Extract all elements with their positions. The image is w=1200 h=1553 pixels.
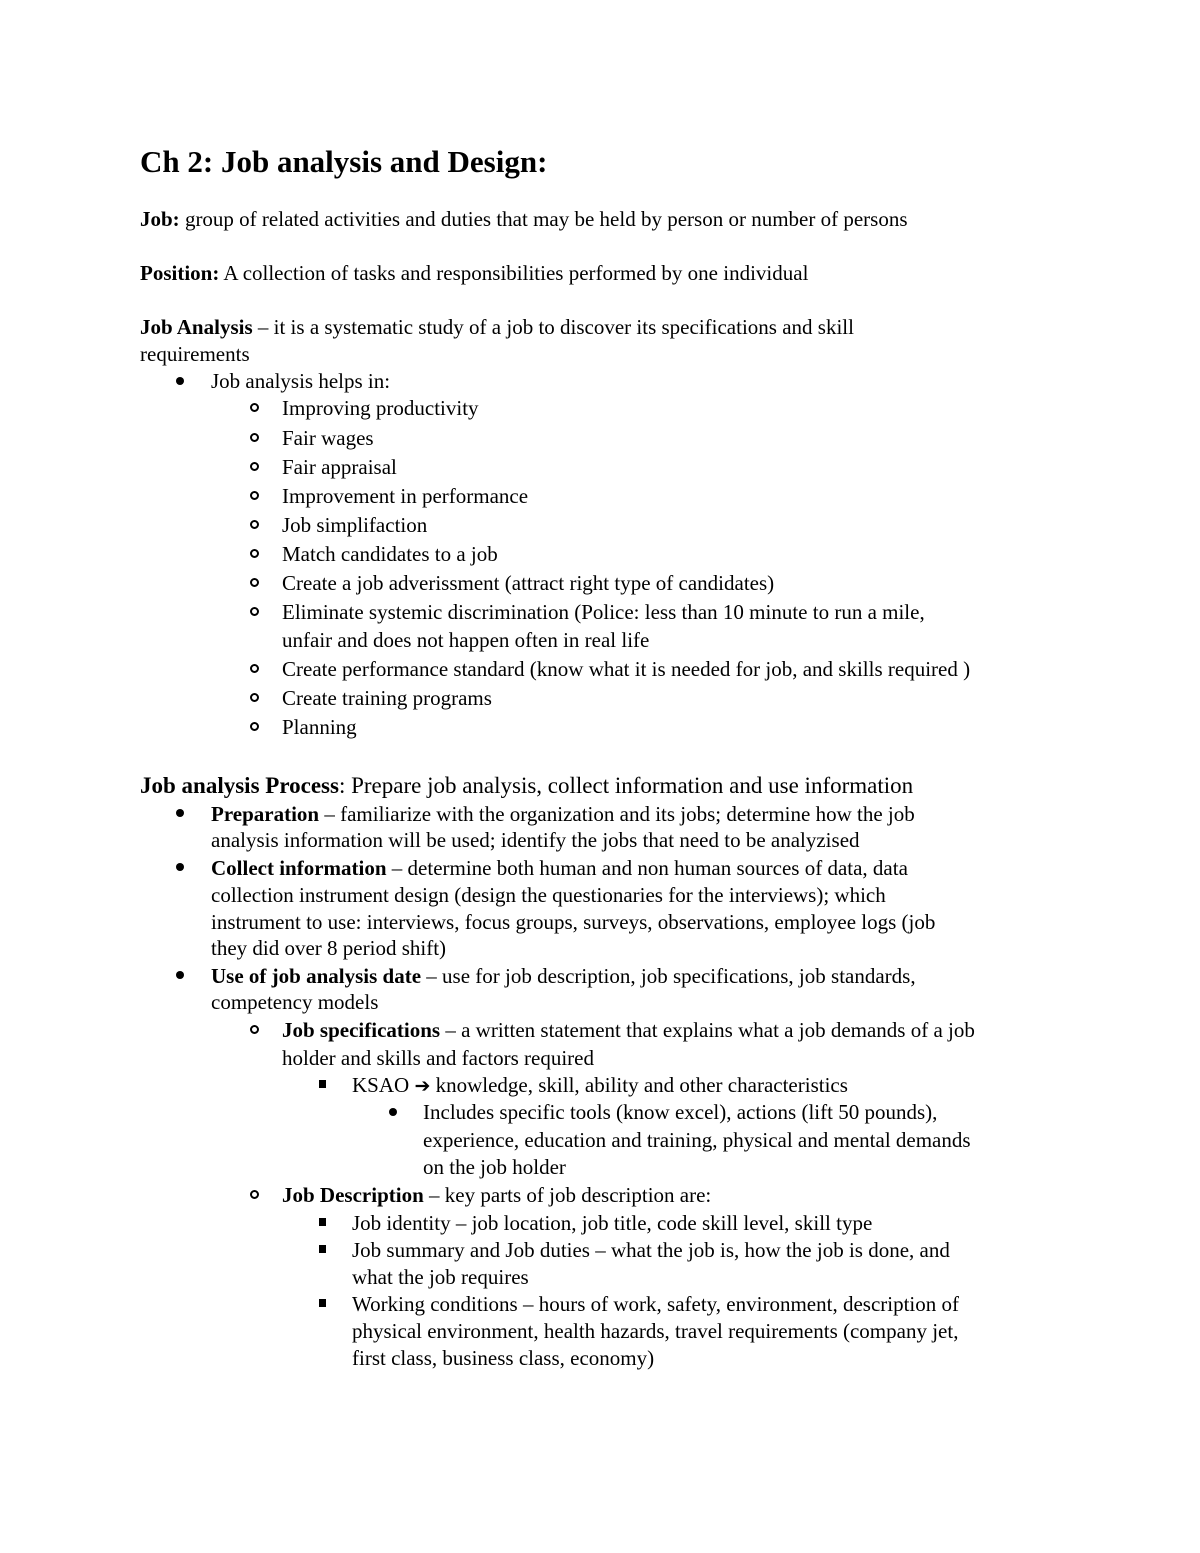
position-term: Position: [140,261,220,285]
bullet-icon [176,377,184,385]
list-item: Create performance standard (know what it is needed for job, and skills required ) [282,657,971,681]
circle-bullet-icon [250,549,259,558]
circle-bullet-icon [250,607,259,616]
circle-bullet-icon [250,1190,259,1199]
job-definition [140,206,908,232]
description-term: Job Description [282,1183,424,1207]
summary-item: Job summary and Job duties – what the job is, how the job is done, and [352,1238,950,1262]
ksao-term: KSAO [352,1073,415,1097]
preparation-cont: analysis information will be used; identify the jobs that need to be analyzised [211,828,860,852]
list-item: Eliminate systemic discrimination (Police: less than 10 minute to run a mile, [282,600,925,624]
description-intro: – key parts of job description are: [423,1183,712,1207]
specifications-cont: holder and skills and factors required [282,1046,594,1070]
specifications-term: Job specifications [282,1018,441,1042]
list-item: Create training programs [282,686,492,710]
use-cont: competency models [211,990,379,1014]
circle-bullet-icon [250,433,259,442]
process-intro: : Prepare job analysis, collect information and use information [338,773,914,798]
circle-bullet-icon [250,722,259,731]
collect-term: Collect information [211,856,387,880]
list-item: Create a job adverissment (attract right type of candidates) [282,571,775,595]
collect-cont: they did over 8 period shift) [211,936,447,960]
process-heading [140,773,913,799]
job-analysis-definition-text: – it is a systematic study of a job to discover its specifications and skill [252,315,854,339]
square-bullet-icon [319,1299,326,1307]
specifications-item [282,1017,975,1043]
collect-cont: instrument to use: interviews, focus groups, surveys, observations, employee logs (job [211,910,936,934]
circle-bullet-icon [250,403,259,412]
specifications-text: – a written statement that explains what a job demands of a job [440,1018,975,1042]
bullet-icon [176,863,184,871]
circle-bullet-icon [250,664,259,673]
circle-bullet-icon [250,462,259,471]
includes-cont: on the job holder [423,1155,566,1179]
square-bullet-icon [319,1080,326,1088]
collect-text: – determine both human and non human sources of data, data [386,856,908,880]
working-cont: physical environment, health hazards, travel requirements (company jet, [352,1319,959,1343]
list-item: Improvement in performance [282,484,529,508]
square-bullet-icon [319,1245,326,1253]
list-item: Planning [282,715,357,739]
use-term: Use of job analysis date [211,964,422,988]
process-term: Job analysis Process [140,773,339,798]
summary-cont: what the job requires [352,1265,529,1289]
list-item: Match candidates to a job [282,542,498,566]
working-item: Working conditions – hours of work, safety, environment, description of [352,1292,960,1316]
preparation-term: Preparation [211,802,320,826]
list-item-continuation: unfair and does not happen often in real life [282,628,650,652]
list-item: Improving productivity [282,396,479,420]
circle-bullet-icon [250,491,259,500]
circle-bullet-icon [250,1025,259,1034]
working-cont: first class, business class, economy) [352,1346,655,1370]
bullet-icon [176,971,184,979]
ksao-item [352,1072,848,1099]
circle-bullet-icon [250,693,259,702]
job-analysis-definition-cont: requirements [140,342,250,366]
job-analysis-term: Job Analysis [140,315,253,339]
collect-item [211,855,908,881]
includes-cont: experience, education and training, physical and mental demands [423,1128,971,1152]
job-definition-text: group of related activities and duties that may be held by person or number of persons [179,207,908,231]
includes-item: Includes specific tools (know excel), actions (lift 50 pounds), [423,1100,938,1124]
bullet-icon [176,809,184,817]
identity-item: Job identity – job location, job title, code skill level, skill type [352,1211,873,1235]
use-item [211,963,916,989]
preparation-text: – familiarize with the organization and its jobs; determine how the job [319,802,915,826]
bullet-icon [389,1108,397,1116]
preparation-item [211,801,915,827]
circle-bullet-icon [250,578,259,587]
list-item: Job simplifaction [282,513,428,537]
use-text: – use for job description, job specifications, job standards, [421,964,916,988]
list-item: Fair wages [282,426,374,450]
position-definition-text: A collection of tasks and responsibilities performed by one individual [219,261,809,285]
position-definition [140,260,808,286]
job-term: Job: [140,207,180,231]
job-analysis-definition [140,314,854,340]
circle-bullet-icon [250,520,259,529]
arrow-right-icon: ➔ [414,1075,431,1097]
list-item: Fair appraisal [282,455,397,479]
square-bullet-icon [319,1218,326,1226]
helps-in-label: Job analysis helps in: [211,369,391,393]
ksao-definition: knowledge, skill, ability and other characteristics [430,1073,848,1097]
page-title: Ch 2: Job analysis and Design: [140,144,548,179]
description-item [282,1182,711,1208]
collect-cont: collection instrument design (design the questionaries for the interviews); which [211,883,886,907]
